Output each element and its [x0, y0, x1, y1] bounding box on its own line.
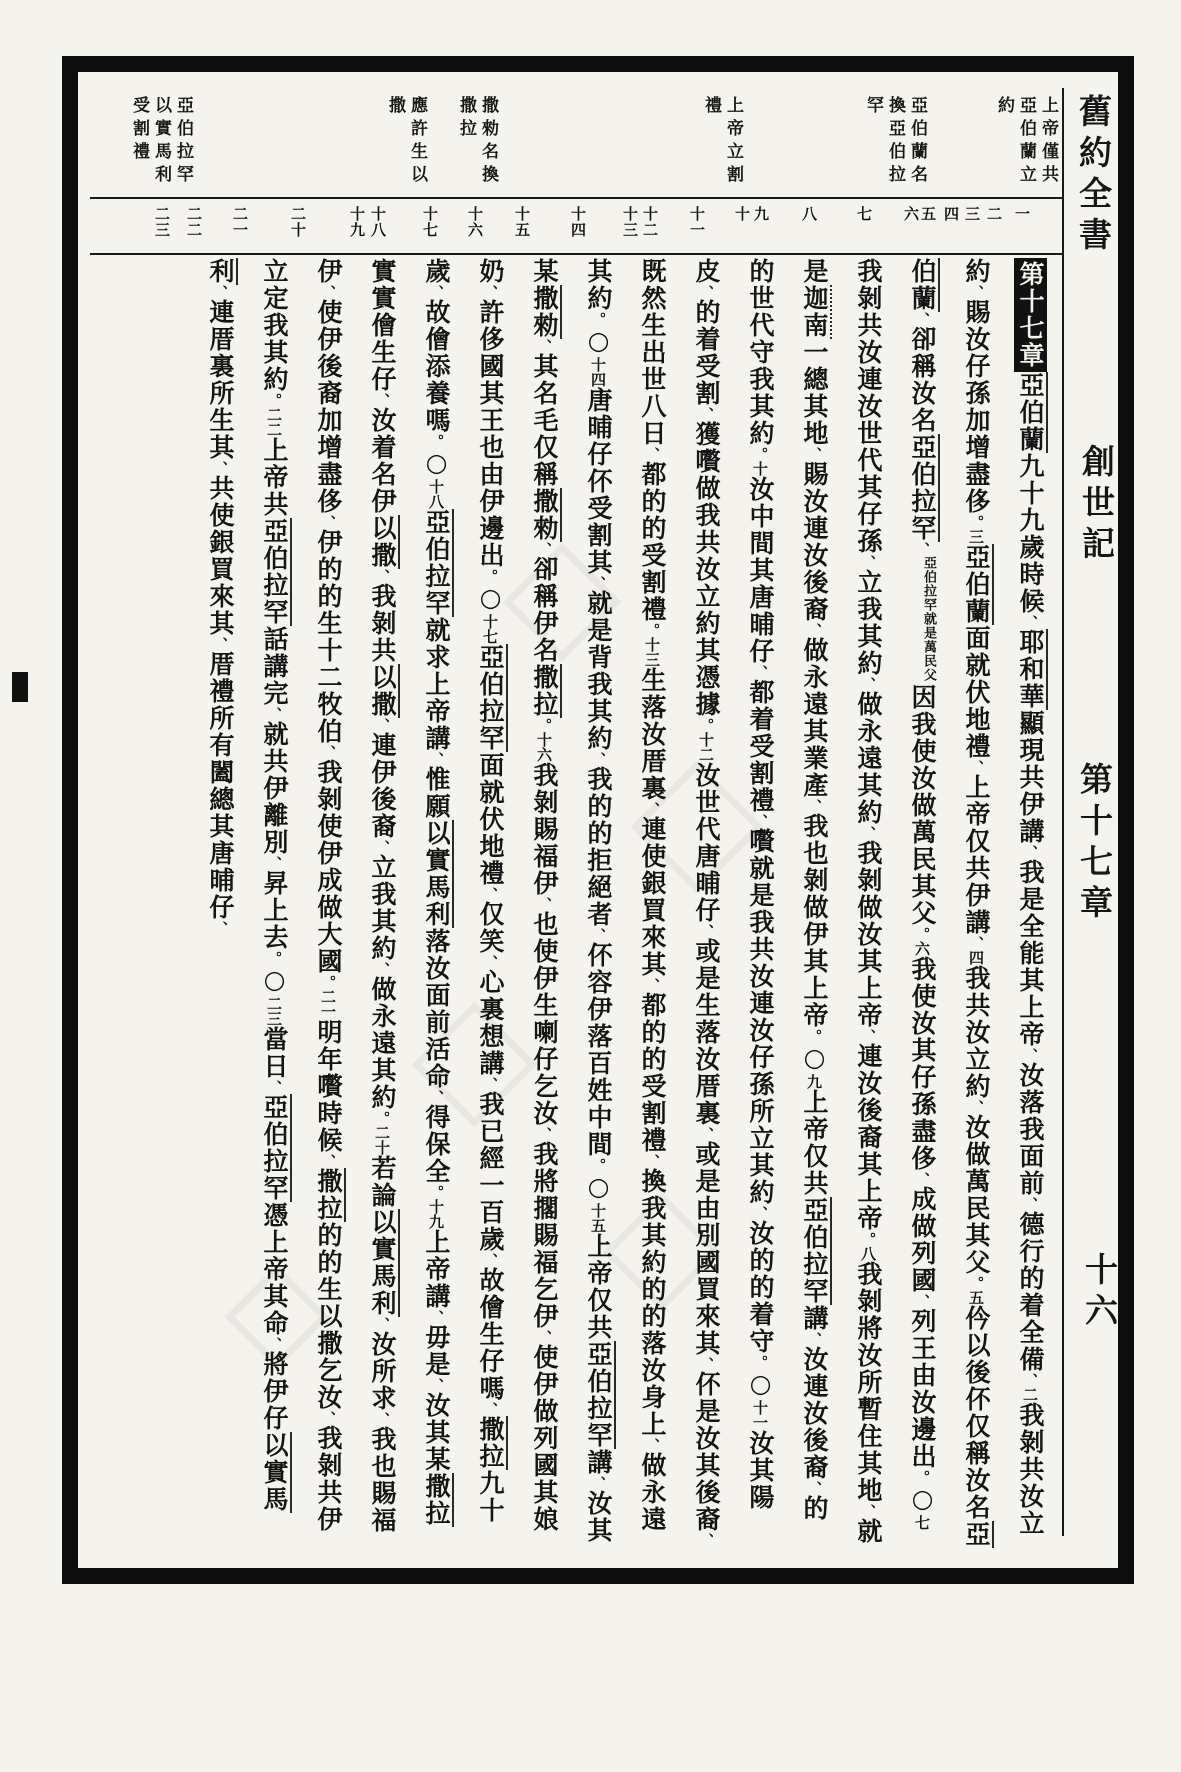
place-name: 迦南 [800, 285, 832, 339]
verse-marker: 十六 [466, 206, 484, 238]
body-text: 憑上帝其命、將伊仔 [260, 1202, 289, 1432]
punctuation: 。 [914, 927, 930, 941]
punctuation: 、 [806, 799, 822, 813]
proper-name: 撒拉 [422, 1473, 454, 1527]
inline-verse-number: 十二 [697, 732, 715, 762]
punctuation: 、 [374, 569, 390, 583]
punctuation: 、 [1022, 1373, 1038, 1387]
punctuation: 、 [644, 802, 660, 816]
body-text: 話講完、就共伊離別、昇上去。○ [260, 626, 289, 996]
proper-name: 亞伯拉罕 [422, 509, 454, 617]
punctuation: 、 [752, 1206, 768, 1220]
punctuation: 、 [590, 928, 606, 942]
punctuation: 、 [914, 312, 930, 326]
body-text: 明年嚽時候、 [314, 1019, 343, 1168]
inline-verse-number: 十八 [427, 479, 445, 509]
punctuation: 、 [374, 962, 390, 976]
punctuation: 、 [968, 760, 984, 774]
proper-name: 亞伯蘭 [962, 544, 994, 625]
punctuation: 、 [590, 576, 606, 590]
proper-name: 撒勑 [530, 285, 562, 339]
body-text: 九十歲、故儈添養嗎。○ [422, 258, 505, 1524]
inline-verse-number: 十三 [643, 637, 661, 667]
punctuation: 、 [698, 1127, 714, 1141]
punctuation: 、 [860, 1504, 876, 1518]
punctuation: 、 [968, 285, 984, 299]
proper-name: 亞伯蘭 [908, 258, 994, 1548]
body-text: 顯現共伊講、我是全能其上帝、汝落我面前、德行的着全備、 [1016, 710, 1045, 1387]
page-number: 十六 [1080, 1252, 1119, 1334]
body-text: 因我使汝做萬民其父。 [908, 684, 937, 941]
inline-verse-number: 七 [913, 1515, 931, 1530]
punctuation: 、 [374, 1412, 390, 1426]
punctuation: 、 [428, 1310, 444, 1324]
punctuation: 、 [698, 285, 714, 299]
body-text: 面就伏地禮、上帝仅共伊講、 [962, 625, 991, 950]
body-text: 就求上帝講、惟願 [422, 617, 451, 820]
proper-name: 以撒 [368, 664, 400, 718]
verse-marker: 二三 [153, 206, 171, 238]
punctuation: 。 [590, 312, 606, 326]
punctuation: 、 [806, 447, 822, 461]
inline-verse-number: 十六 [535, 732, 553, 762]
punctuation: 、 [806, 1481, 822, 1495]
verse-marker: 九 [752, 206, 770, 222]
punctuation: 、 [266, 707, 282, 721]
inline-verse-number: 二 [1021, 1387, 1039, 1402]
verse-marker: 二十 [289, 206, 307, 238]
punctuation: 、 [482, 285, 498, 299]
punctuation: 、 [482, 955, 498, 969]
verse-marker: 十一 [688, 206, 706, 238]
book-title: 舊約全書 [1074, 94, 1113, 258]
punctuation: 、 [914, 1172, 930, 1186]
punctuation: 、 [428, 285, 444, 299]
verse-marker: 八 [800, 206, 818, 222]
body-text: 仱以後伓仅稱汝名 [962, 1305, 991, 1521]
punctuation: 、 [860, 555, 876, 569]
verse-marker: 三 [963, 206, 981, 222]
punctuation: 、 [428, 1090, 444, 1104]
punctuation: 、 [266, 1080, 282, 1094]
proper-name: 以撒 [368, 515, 400, 569]
punctuation: 、 [320, 1154, 336, 1168]
punctuation: 、 [428, 752, 444, 766]
chapter-heading: 第十七章 [1014, 258, 1047, 372]
proper-name: 以實馬利 [422, 820, 454, 928]
verse-marker: 十八 [369, 206, 387, 238]
punctuation: 、 [698, 1357, 714, 1371]
punctuation: 。 [590, 1158, 606, 1172]
punctuation: 、 [212, 285, 228, 299]
punctuation: 、 [482, 1077, 498, 1091]
body-text: 九十九歲時候、 [1016, 453, 1045, 629]
punctuation: 、 [752, 665, 768, 679]
body-text: 講、汝連汝後裔、的的世代守我其約。 [746, 258, 829, 1522]
punctuation: 。 [428, 434, 444, 448]
verse-marker: 十五 [513, 206, 531, 238]
punctuation: 、 [374, 393, 390, 407]
punctuation: 。 [698, 718, 714, 732]
punctuation: 、 [1022, 845, 1038, 859]
punctuation: 、 [1022, 1048, 1038, 1062]
body-text: 我剝將汝所暫住其地、就是 [800, 258, 883, 1545]
punctuation: 、 [968, 1100, 984, 1114]
punctuation: 、 [374, 1317, 390, 1331]
header-rule [90, 197, 1062, 199]
header-note: 撒勑名換撒拉 [456, 96, 498, 188]
punctuation: 。 [536, 718, 552, 732]
chapter-title: 第十七章 [1075, 762, 1114, 926]
proper-name: 亞伯拉罕 [476, 644, 508, 752]
verse-marker: 四 [942, 206, 960, 222]
body-text [908, 542, 937, 556]
verse-marker: 十七 [421, 206, 439, 238]
proper-name: 亞伯拉罕 [260, 518, 292, 626]
inline-verse-number: 八 [859, 1246, 877, 1261]
body-text: 一總其地、賜汝連汝後裔、做永遠其業產、我也剝做伊其上帝。○ [800, 339, 829, 1074]
punctuation: 。 [968, 515, 984, 529]
punctuation: 、 [590, 752, 606, 766]
body-text: 落汝面前活命、得保全。 [422, 928, 451, 1199]
scan-artifact [12, 672, 28, 702]
proper-name: 亞伯拉罕 [260, 1094, 292, 1202]
body-text: 上帝共 [260, 437, 289, 518]
body-text: 上帝仅共 [800, 1089, 829, 1197]
punctuation: 。 [806, 1029, 822, 1043]
proper-name: 亞伯拉罕 [800, 1197, 832, 1305]
punctuation: 、 [320, 285, 336, 299]
verse-marker: 十四 [569, 206, 587, 238]
verse-marker: 十九 [348, 206, 366, 238]
body-text: 實實儈生仔、汝着名伊 [368, 258, 397, 515]
body-text: 、卻稱汝名 [908, 312, 937, 434]
punctuation: 。 [752, 447, 768, 461]
punctuation: 。 [266, 951, 282, 965]
body-text: 、汝所求、我也賜福伊、使伊後裔加增盡侈、伊的的生十二牧伯、我剝使伊成做大國。 [314, 258, 397, 1534]
verse-marker: 二二 [185, 206, 203, 238]
body-text: 生落汝厝裏、連使銀買來其、都的的受割禮、換我其約的的落汝身上、做永遠其約。○ [584, 258, 667, 1533]
body-text: 上帝講、毋是、汝其某 [422, 1229, 451, 1473]
punctuation: 、 [482, 1253, 498, 1267]
punctuation: 、 [644, 1154, 660, 1168]
body-text: 面就伏地禮、仅笑、心裏想講、我已經一百歲、故儈生仔嗎、 [476, 752, 505, 1416]
punctuation: 、 [482, 887, 498, 901]
proper-name: 撒拉 [314, 1168, 346, 1222]
body-text [530, 718, 559, 732]
punctuation: 。 [320, 975, 336, 989]
body-text: 我剝共汝連汝世代其仔孫、立我其約、做永遠其約、我剝做汝其上帝、連汝後裔其上帝。 [854, 258, 883, 1246]
proper-name: 亞伯拉罕 [584, 1341, 616, 1449]
proper-name: 以實馬利 [368, 1209, 400, 1317]
inline-verse-number: 四 [967, 950, 985, 965]
proper-name: 亞伯拉罕 [908, 434, 940, 542]
punctuation: 、 [752, 814, 768, 828]
punctuation: 、 [698, 407, 714, 421]
body-text: 汝其陽皮、的着受割、獲嚽做我共汝立約其憑據。 [692, 258, 775, 1511]
inline-verse-number: 十一 [751, 1400, 769, 1430]
body-text: 、連伊後裔、立我其約、做永遠其約。 [368, 718, 397, 1125]
verse-marker: 五 [919, 206, 937, 222]
inline-verse-number: 九 [805, 1074, 823, 1089]
body-top-rule [90, 253, 1062, 255]
punctuation: 、 [536, 897, 552, 911]
inline-verse-number: 三 [967, 529, 985, 544]
header-note: 亞伯拉罕以實馬利受割禮 [129, 96, 193, 188]
inline-verse-number: 十四 [589, 357, 607, 387]
verse-marker: 一 [1013, 206, 1031, 222]
punctuation: 、 [266, 856, 282, 870]
punctuation: 、 [374, 718, 390, 732]
punctuation: 。 [644, 623, 660, 637]
title-column-divider [1062, 88, 1064, 1536]
punctuation: 、 [536, 1330, 552, 1344]
punctuation: 、 [212, 637, 228, 651]
punctuation: 、 [860, 1029, 876, 1043]
proper-name: 撒拉 [530, 664, 562, 718]
punctuation: 。 [968, 1276, 984, 1290]
punctuation: 、 [212, 921, 228, 935]
scripture-body [95, 258, 1057, 1548]
verse-marker: 十三 [621, 206, 639, 238]
body-text: 我剝共汝立約、賜汝仔孫加增盡侈。 [962, 258, 1045, 1537]
punctuation: 、 [482, 1402, 498, 1416]
punctuation: 、 [644, 978, 660, 992]
proper-name: 亞伯蘭 [1016, 372, 1048, 453]
verse-marker: 二 [985, 206, 1003, 222]
punctuation: 、 [590, 1476, 606, 1490]
punctuation: 、 [266, 1337, 282, 1351]
inline-verse-number: 十七 [481, 614, 499, 644]
proper-name: 撒勑 [530, 488, 562, 542]
body-text: 、卻稱伊名 [530, 542, 559, 664]
punctuation: 、 [860, 677, 876, 691]
body-text: 若論 [368, 1155, 397, 1209]
punctuation: 、 [644, 1438, 660, 1452]
verse-marker: 七 [855, 206, 873, 222]
header-note: 亞伯蘭名換亞伯拉罕 [863, 96, 927, 188]
body-text: 、我剝共 [368, 569, 397, 664]
body-text: 講、汝其某 [530, 258, 613, 1544]
body-text: 當日、 [260, 1026, 289, 1094]
punctuation: 、 [698, 1533, 714, 1547]
punctuation: 、 [860, 826, 876, 840]
punctuation: 。 [428, 1185, 444, 1199]
inline-verse-number: 十 [751, 461, 769, 476]
punctuation: 、 [644, 447, 660, 461]
punctuation: 、 [320, 1411, 336, 1425]
punctuation: 。 [860, 1232, 876, 1246]
punctuation: 、 [536, 542, 552, 556]
body-text: 汝世代唐晡仔、或是生落汝厝裏、或是由別國買來其、伓是汝其後裔、既然生出世八日、都的的受割禮。 [638, 258, 721, 1547]
verse-marker: 六 [902, 206, 920, 222]
punctuation: 。 [482, 569, 498, 583]
inline-verse-number: 十五 [589, 1203, 607, 1233]
punctuation: 、 [1022, 615, 1038, 629]
inline-verse-number: 二一 [319, 989, 337, 1019]
punctuation: 、 [914, 542, 930, 556]
inline-verse-number: 二二 [265, 407, 283, 437]
verse-marker: 二一 [231, 206, 249, 238]
inline-verse-number: 二十 [373, 1125, 391, 1155]
punctuation: 。 [266, 393, 282, 407]
punctuation: 。 [914, 1470, 930, 1484]
body-text: 唐晡仔伓受割其、就是背我其約、我的的拒絕者、伓容伊落百姓中間。○ [584, 387, 613, 1203]
body-text: 上帝仅共 [584, 1233, 613, 1341]
body-text: 我共汝立約、汝做萬民其父。 [962, 965, 991, 1290]
header-note: 上帝立割禮 [701, 96, 743, 188]
header-note: 上帝僅共亞伯蘭立約 [994, 96, 1058, 188]
punctuation: 、 [212, 461, 228, 475]
inline-verse-number: 二三 [265, 996, 283, 1026]
punctuation: 、 [914, 1294, 930, 1308]
verse-marker: 十二 [641, 206, 659, 238]
punctuation: 、 [698, 924, 714, 938]
punctuation: 。 [374, 1111, 390, 1125]
header-note: 應許生以撒 [385, 96, 427, 188]
inline-verse-number: 六 [913, 941, 931, 956]
punctuation: 、 [536, 339, 552, 353]
body-text: 我剝賜福伊、也使伊生喇仔乞汝、我將擱賜福乞伊、使伊做列國其娘奶、許侈國其王也由伊邊出。○ [476, 258, 559, 1533]
punctuation: 、 [428, 1378, 444, 1392]
punctuation: 、 [968, 936, 984, 950]
punctuation: 。 [752, 1355, 768, 1369]
body-text: 我使汝其仔孫盡侈、成做列國、列王由汝邊出。○ [908, 956, 937, 1515]
proper-name: 以實馬利 [206, 258, 292, 1513]
proper-name: 耶和華 [1016, 629, 1048, 710]
body-text: 汝中間其唐晡仔、都着受割禮、嚽就是我共汝連汝仔孫所立其約、汝的的着守。○ [746, 476, 775, 1400]
body-text: 、其名毛仅稱 [530, 339, 559, 488]
punctuation: 、 [806, 1332, 822, 1346]
proper-name: 撒拉 [476, 1416, 508, 1470]
punctuation: 、 [374, 840, 390, 854]
punctuation: 、 [320, 515, 336, 529]
body-text: 、連厝裏所生其、共使銀買來其、厝禮所有闔總其唐晡仔、 [206, 285, 235, 935]
inline-verse-number: 五 [967, 1290, 985, 1305]
interlinear-note: 亞伯拉罕就是萬民父 [921, 556, 936, 682]
punctuation: 、 [806, 623, 822, 637]
inline-verse-number: 十九 [427, 1199, 445, 1229]
punctuation: 、 [536, 1127, 552, 1141]
section-title: 創世記 [1077, 444, 1116, 567]
body-text: 的的生以撒乞汝、我剝共伊立定我其約。 [260, 258, 343, 1533]
punctuation: 、 [320, 745, 336, 759]
punctuation: 、 [1022, 1197, 1038, 1211]
verse-marker: 十 [733, 206, 751, 222]
